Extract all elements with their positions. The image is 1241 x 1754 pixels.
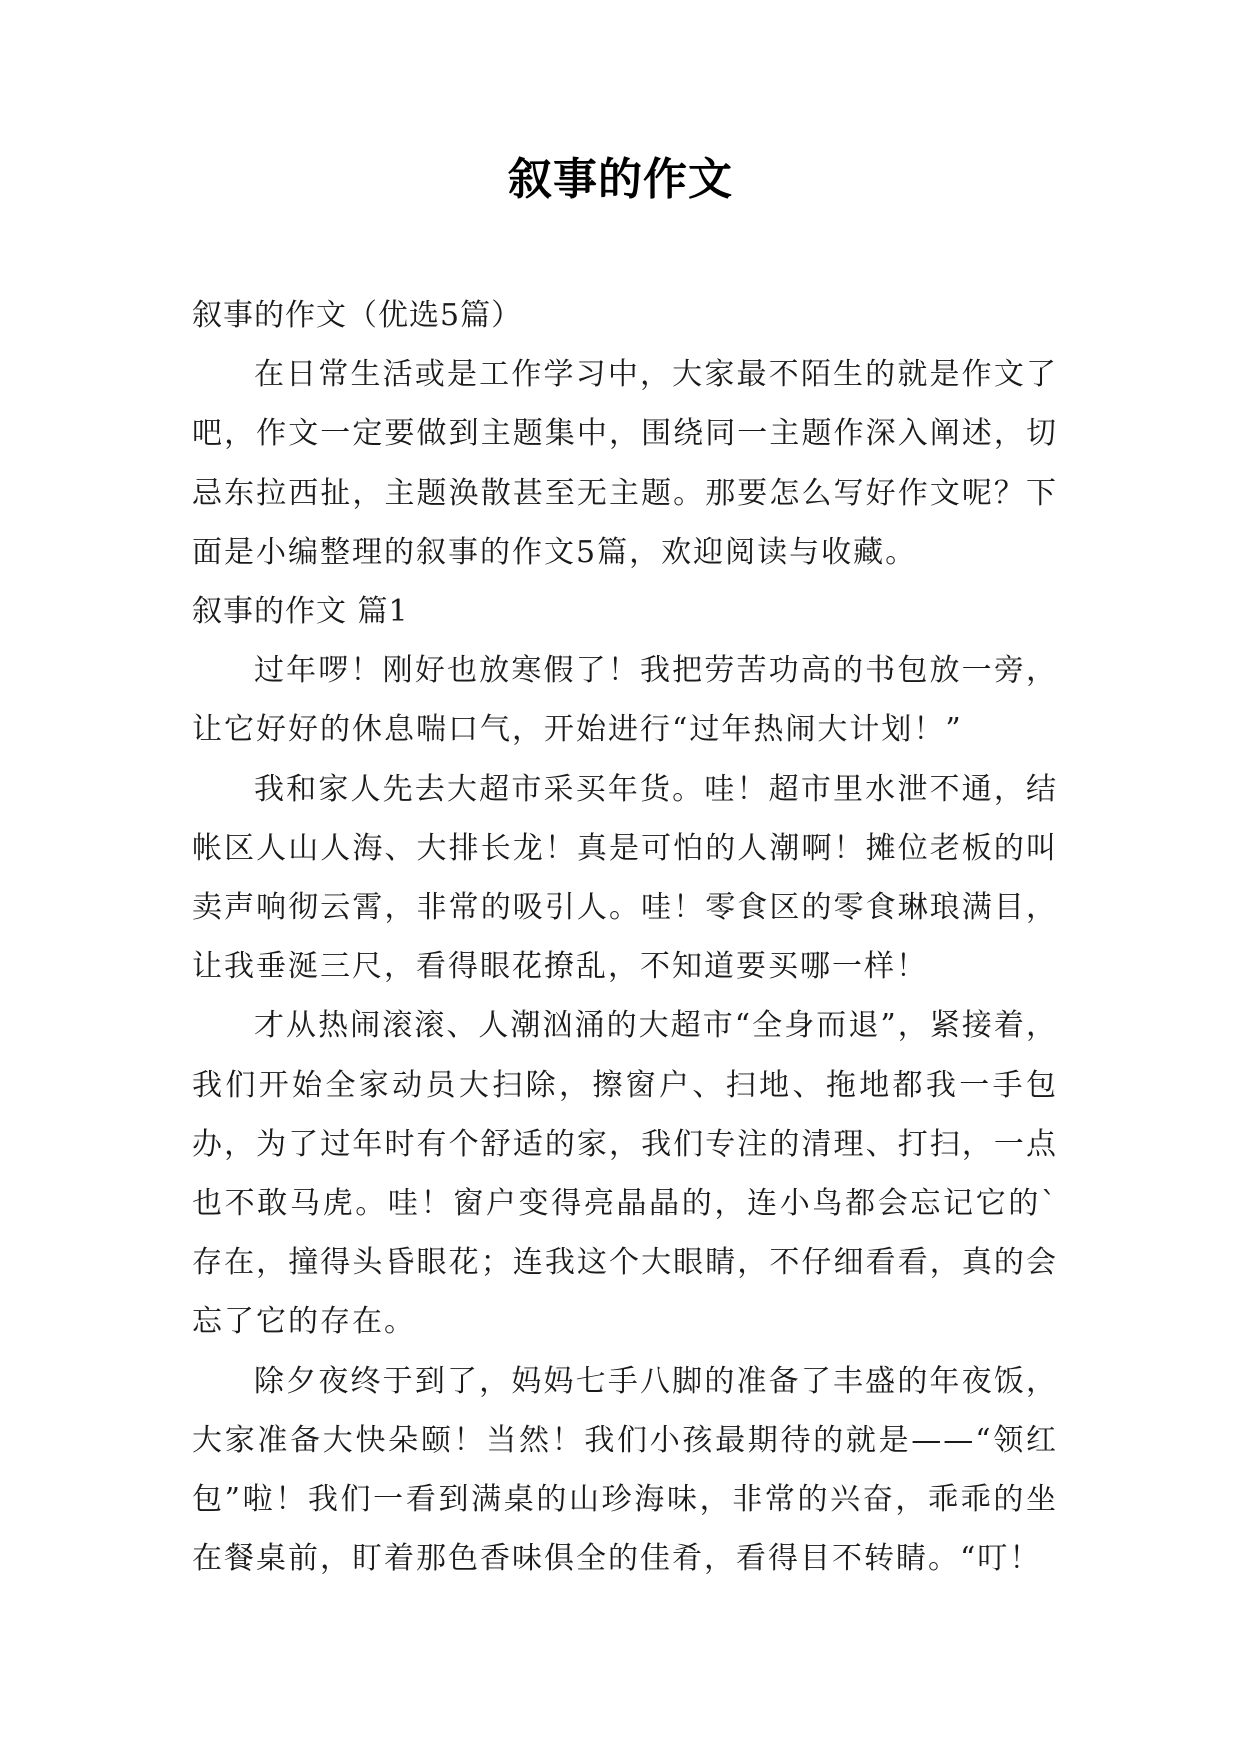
body-paragraph: 才从热闹滚滚、人潮汹涌的大超市“全身而退”，紧接着，我们开始全家动员大扫除，擦窗户、扫地、拖地都我一手包办，为了过年时有个舒适的家，我们专注的清理、打扫，一点也不敢马虎。哇！窗户变得亮晶晶的，连小鸟都会忘记它的`存在，撞得头昏眼花；连我这个大眼睛，不仔细看看，真的会忘了它的存在。 xyxy=(192,1008,1058,1340)
body-paragraph: 我和家人先去大超市采买年货。哇！超市里水泄不通，结帐区人山人海、大排长龙！真是可怕的人潮啊！摊位老板的叫卖声响彻云霄，非常的吸引人。哇！零食区的零食琳琅满目，让我垂涎三尺，看得眼花撩乱，不知道要买哪一样！ xyxy=(192,771,1058,985)
intro-paragraph: 在日常生活或是工作学习中，大家最不陌生的就是作文了吧，作文一定要做到主题集中，围绕同一主题作深入阐述，切忌东拉西扯，主题涣散甚至无主题。那要怎么写好作文呢？下面是小编整理的叙事的作文5篇，欢迎阅读与收藏。 xyxy=(192,357,1058,570)
document-title: 叙事的作文 xyxy=(508,154,733,205)
document-body xyxy=(192,286,1058,1588)
body-paragraph: 过年啰！刚好也放寒假了！我把劳苦功高的书包放一旁，让它好好的休息喘口气，开始进行“过年热闹大计划！” xyxy=(192,653,1058,748)
essay-heading: 叙事的作文 篇1 xyxy=(192,594,409,630)
body-paragraph: 除夕夜终于到了，妈妈七手八脚的准备了丰盛的年夜饭，大家准备大快朵颐！当然！我们小孩最期待的就是——“领红包”啦！我们一看到满桌的山珍海味，非常的兴奋，乖乖的坐在餐桌前，盯着那色香味俱全的佳肴，看得目不转睛。“叮！ xyxy=(192,1363,1058,1577)
collection-heading: 叙事的作文（优选5篇） xyxy=(192,298,523,333)
